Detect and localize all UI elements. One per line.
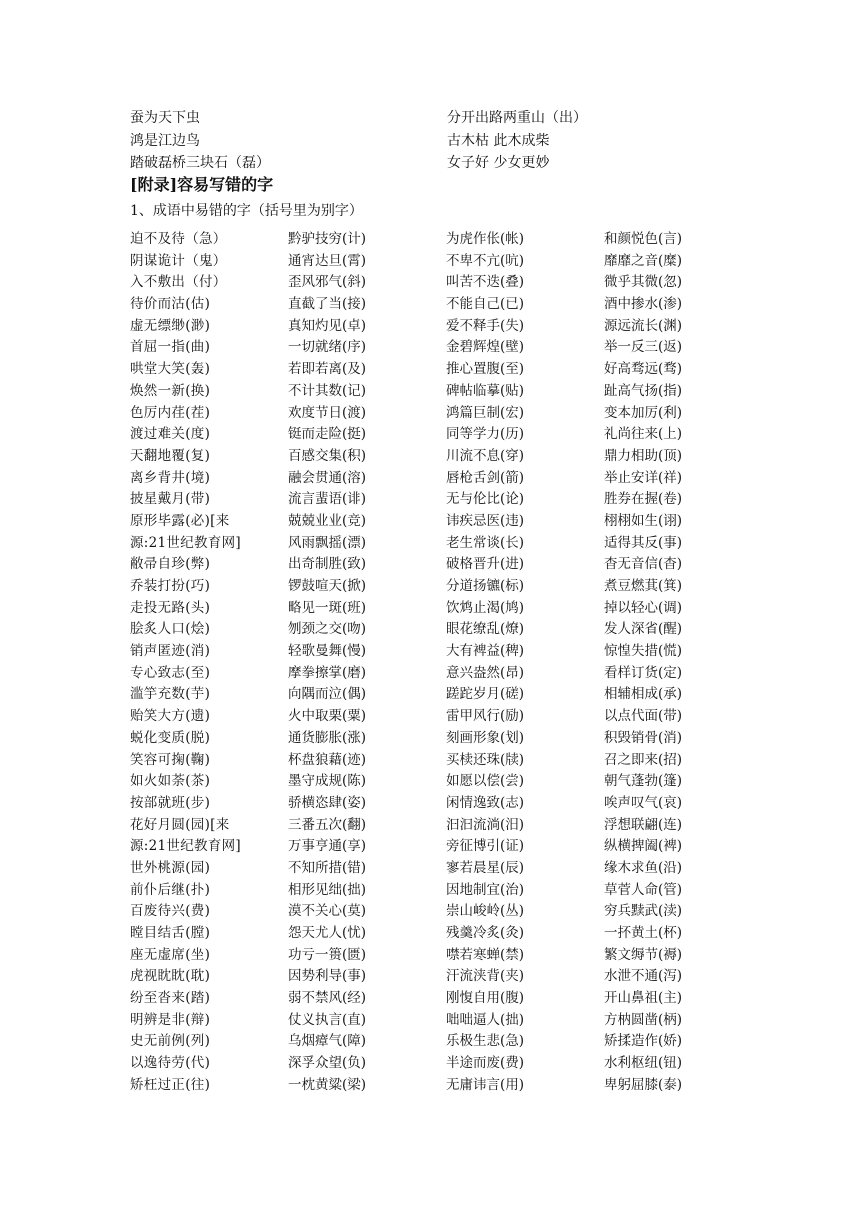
idiom-cell: 如火如荼(茶) <box>130 773 211 790</box>
idiom-cell: 销声匿迹(消) <box>130 643 211 660</box>
idiom-cell: 贻笑大方(遗) <box>130 708 211 725</box>
idiom-cell: 脍炙人口(烩) <box>130 621 211 638</box>
idiom-cell: 刻画形象(划) <box>446 729 525 746</box>
idiom-cell: 寥若晨星(辰) <box>446 859 525 876</box>
idiom-cell: 略见一斑(班) <box>288 599 367 616</box>
table-row <box>130 966 730 988</box>
idiom-table <box>130 229 730 1097</box>
riddle-row <box>130 152 730 175</box>
idiom-cell: 百废待兴(费) <box>130 903 211 920</box>
idiom-cell: 穷兵黩武(渎) <box>604 903 683 920</box>
idiom-cell: 推心置腹(至) <box>446 361 525 378</box>
idiom-cell: 色厉内荏(茬) <box>130 404 211 421</box>
idiom-cell: 因势利导(事) <box>288 968 367 985</box>
idiom-cell: 眼花缭乱(燎) <box>446 621 525 638</box>
idiom-cell: 雷甲风行(励) <box>446 708 525 725</box>
table-row <box>130 316 730 338</box>
idiom-cell: 积毁销骨(消) <box>604 729 683 746</box>
idiom-cell: 通货膨胀(涨) <box>288 729 367 746</box>
idiom-cell: 一枕黄粱(梁) <box>288 1076 367 1093</box>
table-row <box>130 1075 730 1097</box>
idiom-cell: 适得其反(事) <box>604 534 683 551</box>
table-row <box>130 750 730 772</box>
idiom-cell: 酒中掺水(渗) <box>604 296 683 313</box>
idiom-cell: 待价而沽(估) <box>130 296 211 313</box>
idiom-cell: 矫枉过正(往) <box>130 1076 211 1093</box>
idiom-cell: 浮想联翩(连) <box>604 816 683 833</box>
table-row <box>130 294 730 316</box>
idiom-cell: 百感交集(积) <box>288 447 367 464</box>
idiom-cell: 专心致志(至) <box>130 664 211 681</box>
table-row <box>130 468 730 490</box>
riddle-right: 分开出路两重山（出） <box>447 110 587 126</box>
idiom-cell: 按部就班(步) <box>130 794 211 811</box>
idiom-cell: 崇山峻岭(丛) <box>446 903 525 920</box>
table-row <box>130 988 730 1010</box>
idiom-cell: 源:21世纪教育网] <box>130 838 241 855</box>
idiom-cell: 仗义执言(直) <box>288 1011 367 1028</box>
idiom-cell: 入不敷出（付） <box>130 274 227 291</box>
table-row <box>130 663 730 685</box>
idiom-cell: 矫揉造作(娇) <box>604 1033 683 1050</box>
idiom-cell: 水泄不通(泻) <box>604 968 683 985</box>
idiom-cell: 欢度节日(渡) <box>288 404 367 421</box>
idiom-cell: 敝帚自珍(弊) <box>130 556 211 573</box>
idiom-cell: 三番五次(翻) <box>288 816 367 833</box>
table-row <box>130 446 730 468</box>
idiom-cell: 风雨飘摇(漂) <box>288 534 367 551</box>
idiom-cell: 直截了当(接) <box>288 296 367 313</box>
idiom-cell: 前仆后继(扑) <box>130 881 211 898</box>
idiom-cell: 杯盘狼藉(迹) <box>288 751 367 768</box>
idiom-cell: 披星戴月(带) <box>130 491 211 508</box>
idiom-cell: 为虎作伥(帐) <box>446 231 525 247</box>
idiom-cell: 通宵达旦(霄) <box>288 252 367 269</box>
idiom-cell: 靡靡之音(糜) <box>604 252 683 269</box>
idiom-cell: 世外桃源(园) <box>130 859 211 876</box>
table-row <box>130 641 730 663</box>
idiom-cell: 爱不释手(失) <box>446 317 525 334</box>
riddle-right: 女子好 少女更妙 <box>447 155 550 171</box>
idiom-cell: 摩拳擦掌(磨) <box>288 664 367 681</box>
idiom-cell: 走投无路(头) <box>130 599 211 616</box>
idiom-cell: 开山鼻祖(主) <box>604 990 683 1007</box>
idiom-cell: 蜕化变质(脱) <box>130 729 211 746</box>
idiom-cell: 大有裨益(稗) <box>446 643 525 660</box>
idiom-cell: 轻歌曼舞(慢) <box>288 643 367 660</box>
idiom-cell: 乌烟瘴气(障) <box>288 1033 367 1050</box>
table-row <box>130 836 730 858</box>
idiom-cell: 乐极生悲(急) <box>446 1033 525 1050</box>
idiom-cell: 墨守成规(陈) <box>288 773 367 790</box>
table-row <box>130 771 730 793</box>
idiom-cell: 滥竽充数(芋) <box>130 686 211 703</box>
idiom-cell: 饮鸩止渴(鸠) <box>446 599 525 616</box>
idiom-cell: 川流不息(穿) <box>446 447 525 464</box>
idiom-cell: 咄咄逼人(拙) <box>446 1011 525 1028</box>
idiom-cell: 若即若离(及) <box>288 361 367 378</box>
table-row <box>130 554 730 576</box>
idiom-cell: 天翻地覆(复) <box>130 447 211 464</box>
idiom-cell: 旁征博引(证) <box>446 838 525 855</box>
idiom-cell: 好高骛远(骛) <box>604 361 683 378</box>
idiom-cell: 卑躬屈膝(泰) <box>604 1076 683 1093</box>
table-row <box>130 381 730 403</box>
idiom-cell: 首屈一指(曲) <box>130 339 211 356</box>
idiom-cell: 因地制宜(治) <box>446 881 525 898</box>
table-row <box>130 1010 730 1032</box>
table-row <box>130 728 730 750</box>
idiom-cell: 一抔黄土(杯) <box>604 925 683 941</box>
idiom-cell: 不知所措(错) <box>288 859 367 876</box>
idiom-cell: 礼尚往来(上) <box>604 426 683 443</box>
table-row <box>130 229 730 251</box>
idiom-cell: 铤而走险(挺) <box>288 426 367 443</box>
table-row <box>130 945 730 967</box>
idiom-cell: 汗流浃背(夹) <box>446 968 525 985</box>
table-row <box>130 901 730 923</box>
idiom-cell: 举一反三(返) <box>604 339 683 356</box>
idiom-cell: 召之即来(招) <box>604 751 683 768</box>
idiom-cell: 半途而废(费) <box>446 1055 525 1072</box>
idiom-cell: 流言蜚语(诽) <box>288 491 367 508</box>
table-row <box>130 359 730 381</box>
idiom-cell: 分道扬镳(标) <box>446 578 525 594</box>
riddle-row <box>130 130 730 153</box>
idiom-cell: 讳疾忌医(违) <box>446 512 525 529</box>
idiom-cell: 掉以轻心(调) <box>604 599 683 616</box>
table-row <box>130 251 730 273</box>
idiom-cell: 不计其数(记) <box>288 382 367 399</box>
idiom-cell: 离乡背井(境) <box>130 469 211 486</box>
idiom-cell: 煮豆燃萁(箕) <box>604 578 683 594</box>
table-row <box>130 576 730 598</box>
idiom-cell: 方枘圆凿(柄) <box>604 1011 683 1028</box>
idiom-cell: 骄横恣肆(姿) <box>288 794 367 811</box>
idiom-cell: 买椟还珠(牍) <box>446 751 525 768</box>
table-row <box>130 684 730 706</box>
idiom-cell: 以逸待劳(代) <box>130 1055 211 1072</box>
idiom-cell: 焕然一新(换) <box>130 382 211 399</box>
idiom-cell: 碑帖临摹(贴) <box>446 382 525 399</box>
idiom-cell: 破格晋升(进) <box>446 556 525 573</box>
riddle-right: 古木枯 此木成柴 <box>447 132 550 149</box>
table-row <box>130 1031 730 1053</box>
table-row <box>130 858 730 880</box>
idiom-cell: 怨天尤人(忧) <box>288 925 367 941</box>
idiom-cell: 汩汩流淌(汨) <box>446 816 525 833</box>
riddle-left: 鸿是江边鸟 <box>130 132 200 149</box>
idiom-cell: 虚无缥缈(渺) <box>130 317 211 334</box>
idiom-cell: 原形毕露(必)[来 <box>130 512 230 529</box>
idiom-cell: 趾高气扬(指) <box>604 382 683 399</box>
riddle-section <box>130 107 730 175</box>
appendix-heading: [附录]容易写错的字 <box>130 175 274 194</box>
table-row <box>130 923 730 945</box>
idiom-cell: 相形见绌(拙) <box>288 881 367 898</box>
table-row <box>130 793 730 815</box>
idiom-cell: 座无虚席(坐) <box>130 946 211 963</box>
idiom-cell: 锣鼓喧天(掀) <box>288 578 367 594</box>
idiom-cell: 乔装打扮(巧) <box>130 578 211 594</box>
idiom-cell: 鸿篇巨制(宏) <box>446 404 525 421</box>
idiom-cell: 黔驴技穷(计) <box>288 231 367 247</box>
idiom-cell: 刚愎自用(腹) <box>446 990 525 1007</box>
idiom-cell: 微乎其微(忽) <box>604 274 683 291</box>
idiom-cell: 噤若寒蝉(禁) <box>446 946 525 963</box>
table-row <box>130 511 730 533</box>
table-row <box>130 880 730 902</box>
idiom-cell: 不能自己(已) <box>446 296 525 313</box>
idiom-cell: 看样订货(定) <box>604 664 683 681</box>
idiom-cell: 残羹冷炙(灸) <box>446 925 525 941</box>
idiom-cell: 无与伦比(论) <box>446 491 525 508</box>
riddle-left: 蚕为天下虫 <box>130 110 200 126</box>
idiom-cell: 鼎力相助(顶) <box>604 447 683 464</box>
table-row <box>130 815 730 837</box>
idiom-cell: 不卑不亢(吭) <box>446 252 525 269</box>
idiom-cell: 渡过难关(度) <box>130 426 211 443</box>
idiom-cell: 变本加厉(利) <box>604 404 683 421</box>
idiom-cell: 老生常谈(长) <box>446 534 525 551</box>
idiom-cell: 惊惶失措(慌) <box>604 643 683 660</box>
table-row <box>130 403 730 425</box>
idiom-cell: 花好月圆(园)[来 <box>130 816 230 833</box>
idiom-cell: 以点代面(带) <box>604 708 683 725</box>
idiom-cell: 融会贯通(溶) <box>288 469 367 486</box>
idiom-cell: 出奇制胜(致) <box>288 556 367 573</box>
idiom-cell: 纷至沓来(踏) <box>130 990 211 1007</box>
idiom-cell: 源远流长(渊) <box>604 317 683 334</box>
table-row <box>130 706 730 728</box>
table-row <box>130 489 730 511</box>
idiom-cell: 杳无音信(杳) <box>604 556 683 573</box>
idiom-cell: 草菅人命(管) <box>604 881 683 898</box>
riddle-row <box>130 107 730 130</box>
section-subheading: 1、成语中易错的字（括号里为别字） <box>130 203 363 219</box>
table-row <box>130 272 730 294</box>
idiom-cell: 一切就绪(序) <box>288 339 367 356</box>
table-row <box>130 424 730 446</box>
idiom-cell: 笑容可掬(鞠) <box>130 751 211 768</box>
idiom-cell: 和颜悦色(言) <box>604 231 683 247</box>
idiom-cell: 歪风邪气(斜) <box>288 274 367 291</box>
idiom-cell: 相辅相成(承) <box>604 686 683 703</box>
idiom-cell: 哄堂大笑(轰) <box>130 361 211 378</box>
idiom-cell: 弱不禁风(经) <box>288 990 367 1007</box>
idiom-cell: 真知灼见(卓) <box>288 317 367 334</box>
idiom-cell: 万事亨通(享) <box>288 838 367 855</box>
idiom-cell: 缘木求鱼(沿) <box>604 859 683 876</box>
idiom-cell: 迫不及待（急） <box>130 231 227 247</box>
idiom-cell: 兢兢业业(竞) <box>288 512 367 529</box>
table-row <box>130 1053 730 1075</box>
idiom-cell: 如愿以偿(尝) <box>446 773 525 790</box>
idiom-cell: 阴谋诡计（鬼） <box>130 252 227 269</box>
idiom-cell: 举止安详(祥) <box>604 469 683 486</box>
idiom-cell: 繁文缛节(褥) <box>604 946 683 963</box>
idiom-cell: 深孚众望(负) <box>288 1055 367 1072</box>
table-row <box>130 598 730 620</box>
idiom-cell: 蹉跎岁月(磋) <box>446 686 525 703</box>
idiom-cell: 火中取栗(粟) <box>288 708 367 725</box>
idiom-cell: 瞠目结舌(膛) <box>130 925 211 941</box>
idiom-cell: 朝气蓬勃(篷) <box>604 773 683 790</box>
table-row <box>130 619 730 641</box>
idiom-cell: 唉声叹气(哀) <box>604 794 683 811</box>
table-row <box>130 337 730 359</box>
idiom-cell: 金碧辉煌(壁) <box>446 339 525 356</box>
table-row <box>130 533 730 555</box>
idiom-cell: 明辨是非(辩) <box>130 1011 211 1028</box>
idiom-cell: 纵横捭阖(裨) <box>604 838 683 855</box>
idiom-cell: 漠不关心(莫) <box>288 903 367 920</box>
idiom-cell: 唇枪舌剑(箭) <box>446 469 525 486</box>
idiom-cell: 源:21世纪教育网] <box>130 534 241 551</box>
idiom-cell: 同等学力(历) <box>446 426 525 443</box>
idiom-cell: 水利枢纽(钮) <box>604 1055 683 1072</box>
idiom-cell: 虎视眈眈(耽) <box>130 968 211 985</box>
idiom-cell: 意兴盎然(昂) <box>446 664 525 681</box>
idiom-cell: 叫苦不迭(叠) <box>446 274 525 291</box>
idiom-cell: 史无前例(列) <box>130 1033 211 1050</box>
idiom-cell: 功亏一篑(匮) <box>288 946 367 963</box>
idiom-cell: 胜券在握(卷) <box>604 491 683 508</box>
idiom-cell: 无庸讳言(用) <box>446 1076 525 1093</box>
idiom-cell: 向隅而泣(偶) <box>288 686 367 703</box>
idiom-cell: 发人深省(醒) <box>604 621 683 638</box>
idiom-cell: 闲情逸致(志) <box>446 794 525 811</box>
idiom-cell: 栩栩如生(诩) <box>604 512 683 529</box>
idiom-cell: 刎颈之交(吻) <box>288 621 367 638</box>
riddle-left: 踏破磊桥三块石（磊） <box>130 155 270 171</box>
